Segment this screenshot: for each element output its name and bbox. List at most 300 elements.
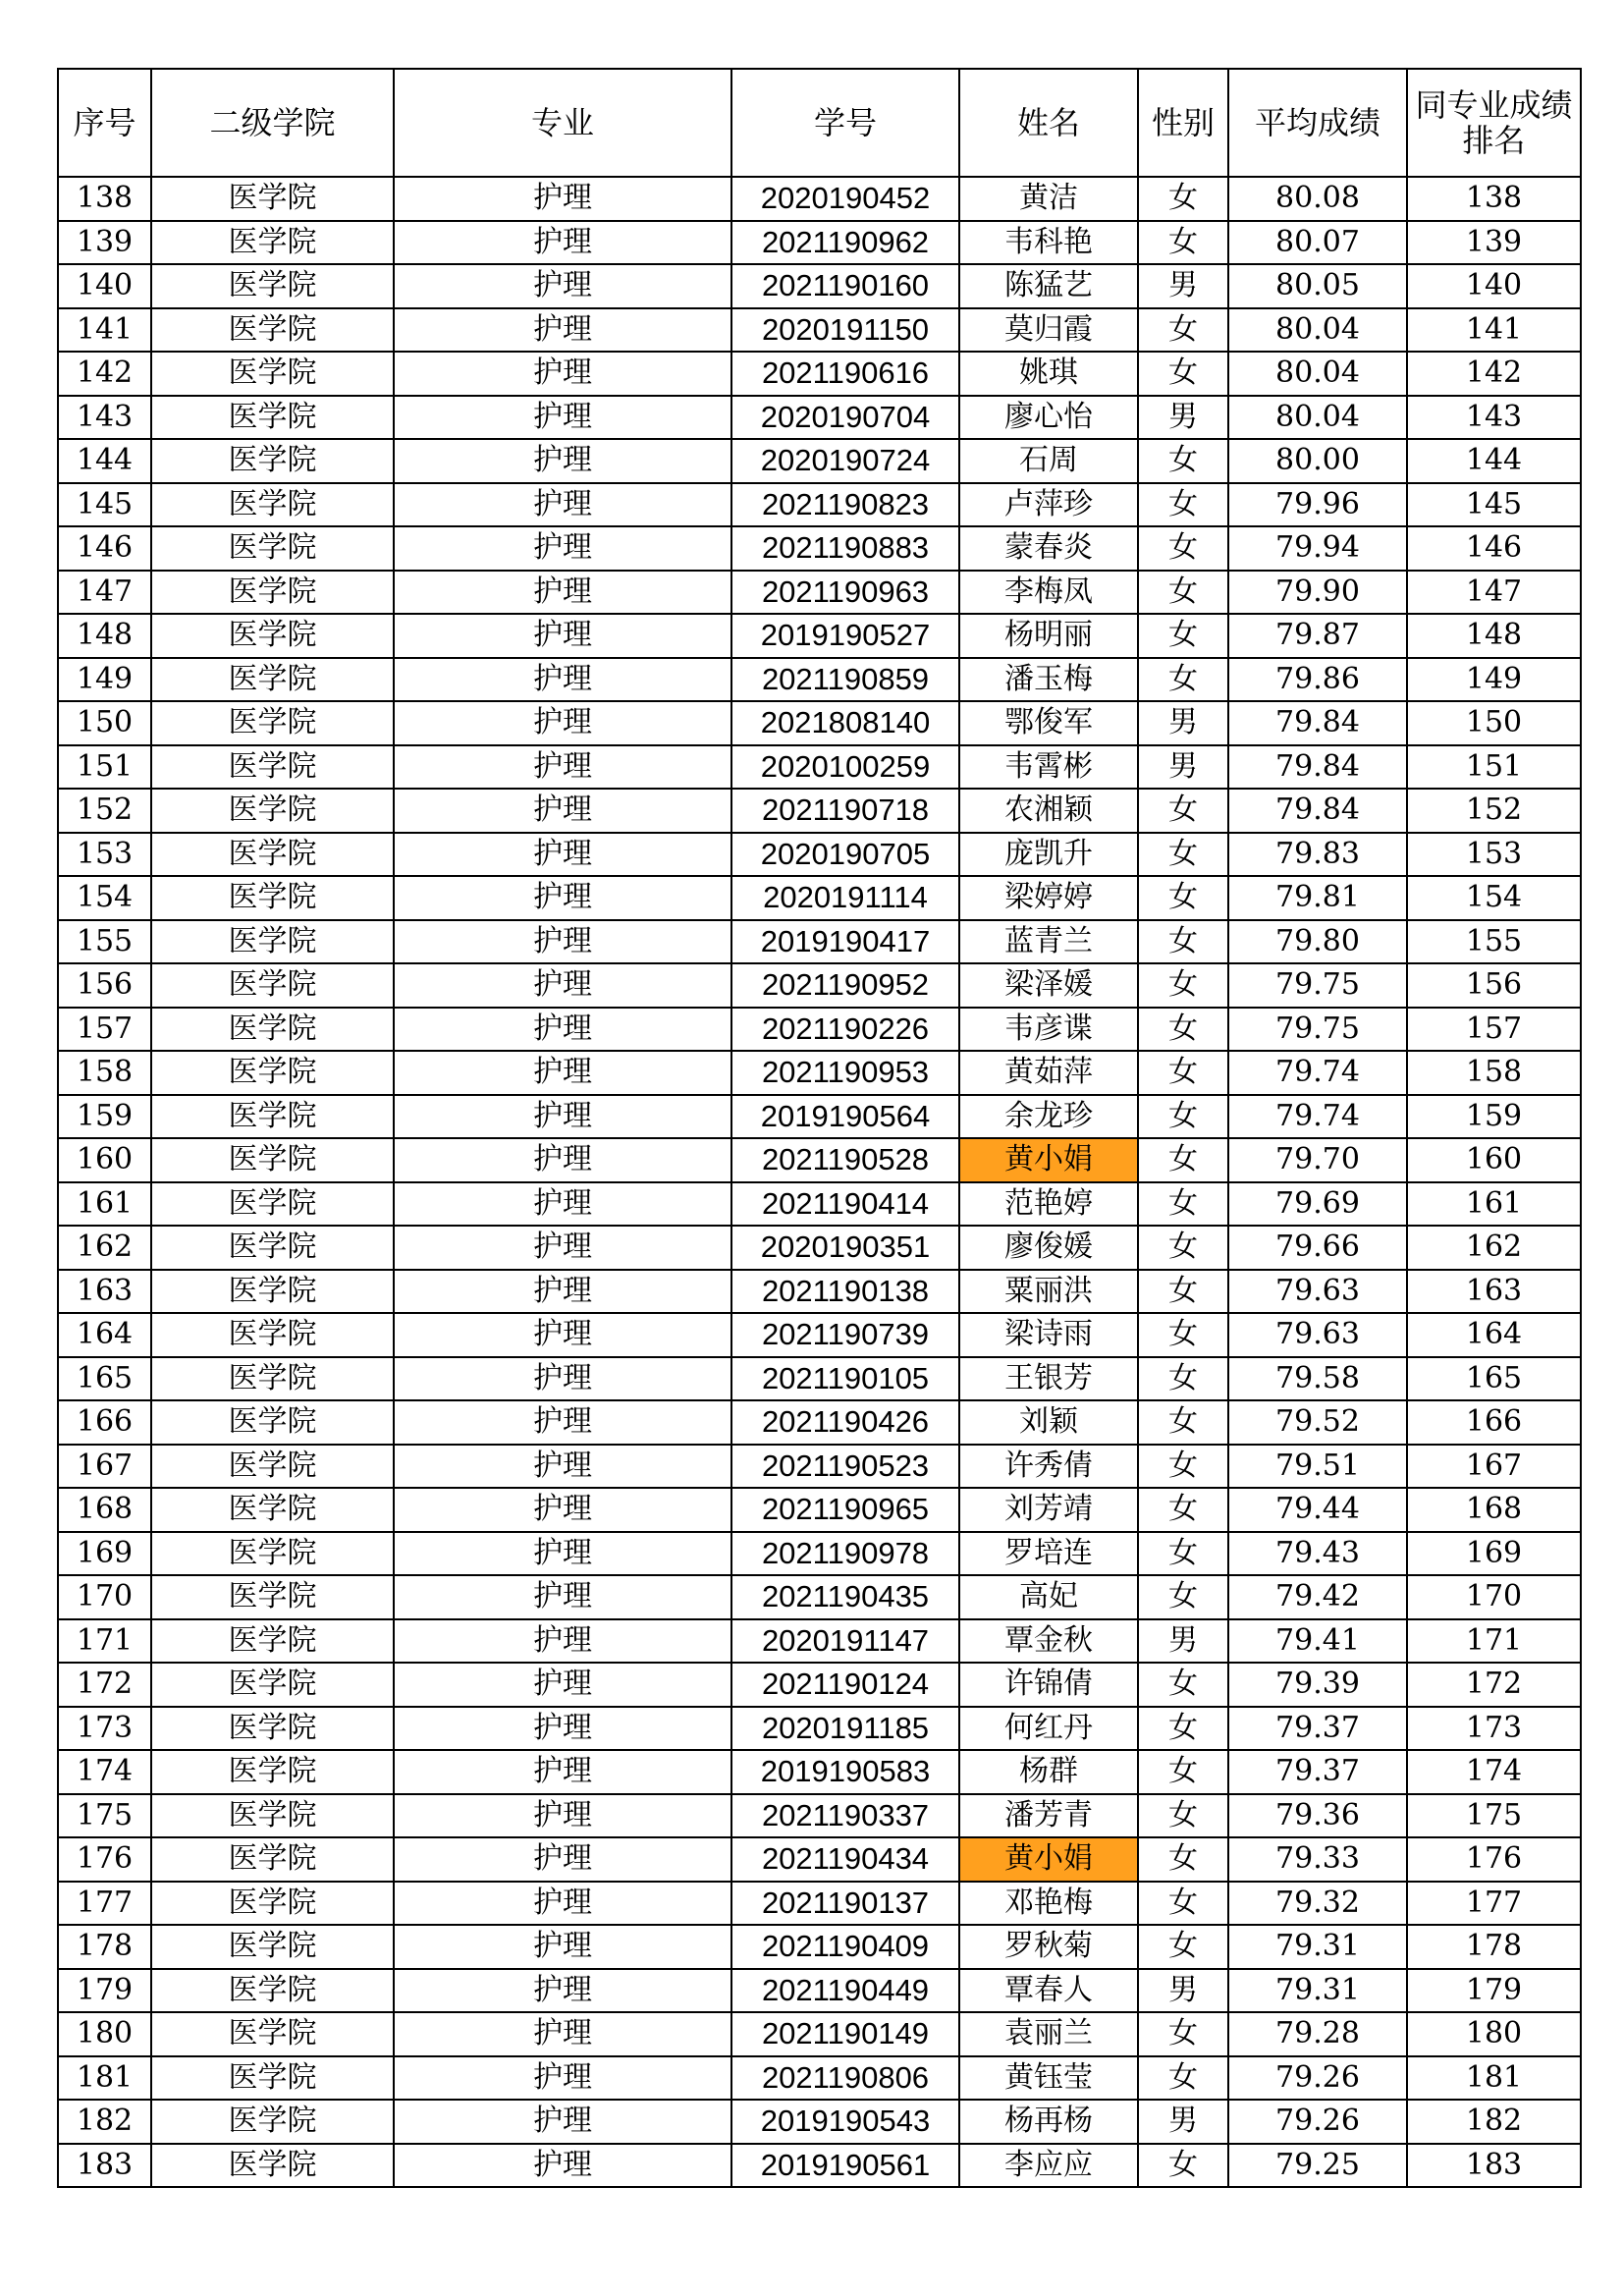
cell-gender: 女 — [1138, 1925, 1228, 1969]
cell-index: 171 — [58, 1619, 151, 1664]
cell-college: 医学院 — [151, 1575, 394, 1619]
cell-name: 杨明丽 — [959, 614, 1138, 658]
cell-student-id: 2021190138 — [731, 1270, 959, 1314]
cell-college: 医学院 — [151, 1182, 394, 1227]
cell-major-rank: 176 — [1407, 1837, 1581, 1882]
cell-major: 护理 — [394, 701, 731, 745]
cell-college: 医学院 — [151, 1357, 394, 1401]
cell-name: 潘玉梅 — [959, 658, 1138, 702]
cell-college: 医学院 — [151, 963, 394, 1008]
cell-student-id: 2020191150 — [731, 308, 959, 353]
cell-major-rank: 140 — [1407, 264, 1581, 308]
table-row — [58, 396, 1581, 440]
cell-average-score: 79.69 — [1228, 1182, 1407, 1227]
cell-name: 黄小娟 — [959, 1138, 1138, 1182]
cell-index: 143 — [58, 396, 151, 440]
cell-major-rank: 164 — [1407, 1313, 1581, 1357]
cell-major: 护理 — [394, 221, 731, 265]
cell-college: 医学院 — [151, 1794, 394, 1838]
cell-major: 护理 — [394, 1575, 731, 1619]
table-row — [58, 1750, 1581, 1794]
cell-major-rank: 170 — [1407, 1575, 1581, 1619]
cell-name: 梁泽媛 — [959, 963, 1138, 1008]
cell-name: 覃春人 — [959, 1969, 1138, 2013]
cell-college: 医学院 — [151, 396, 394, 440]
cell-student-id: 2021190523 — [731, 1445, 959, 1489]
cell-index: 147 — [58, 571, 151, 615]
cell-name: 李梅凤 — [959, 571, 1138, 615]
cell-name: 何红丹 — [959, 1707, 1138, 1751]
cell-major: 护理 — [394, 745, 731, 790]
cell-gender: 女 — [1138, 1882, 1228, 1926]
cell-name: 梁诗雨 — [959, 1313, 1138, 1357]
cell-student-id: 2021190426 — [731, 1400, 959, 1445]
cell-average-score: 79.42 — [1228, 1575, 1407, 1619]
cell-name: 刘颖 — [959, 1400, 1138, 1445]
cell-average-score: 79.94 — [1228, 526, 1407, 571]
cell-student-id: 2019190527 — [731, 614, 959, 658]
cell-major: 护理 — [394, 1837, 731, 1882]
cell-gender: 女 — [1138, 1313, 1228, 1357]
cell-major: 护理 — [394, 1138, 731, 1182]
cell-name: 覃金秋 — [959, 1619, 1138, 1664]
cell-major: 护理 — [394, 876, 731, 920]
cell-college: 医学院 — [151, 745, 394, 790]
cell-student-id: 2020191114 — [731, 876, 959, 920]
cell-gender: 女 — [1138, 439, 1228, 483]
cell-major-rank: 145 — [1407, 483, 1581, 527]
table-header — [58, 69, 1581, 177]
cell-average-score: 79.26 — [1228, 2100, 1407, 2144]
cell-gender: 女 — [1138, 1707, 1228, 1751]
cell-college: 医学院 — [151, 1750, 394, 1794]
cell-student-id: 2021190616 — [731, 352, 959, 396]
cell-index: 165 — [58, 1357, 151, 1401]
cell-index: 180 — [58, 2012, 151, 2056]
cell-major: 护理 — [394, 439, 731, 483]
cell-major-rank: 153 — [1407, 833, 1581, 877]
header-gender: 性别 — [1138, 69, 1228, 177]
cell-major: 护理 — [394, 658, 731, 702]
cell-gender: 女 — [1138, 920, 1228, 964]
cell-college: 医学院 — [151, 439, 394, 483]
cell-index: 148 — [58, 614, 151, 658]
cell-college: 医学院 — [151, 876, 394, 920]
cell-gender: 女 — [1138, 1357, 1228, 1401]
cell-student-id: 2021190435 — [731, 1575, 959, 1619]
cell-average-score: 79.52 — [1228, 1400, 1407, 1445]
cell-major: 护理 — [394, 1532, 731, 1576]
cell-major: 护理 — [394, 1488, 731, 1532]
cell-college: 医学院 — [151, 2144, 394, 2188]
cell-gender: 女 — [1138, 1663, 1228, 1707]
header-student-id: 学号 — [731, 69, 959, 177]
cell-name: 杨再杨 — [959, 2100, 1138, 2144]
cell-student-id: 2021190953 — [731, 1051, 959, 1095]
cell-average-score: 80.05 — [1228, 264, 1407, 308]
cell-gender: 女 — [1138, 963, 1228, 1008]
table-row — [58, 571, 1581, 615]
cell-student-id: 2020190351 — [731, 1226, 959, 1270]
cell-average-score: 79.84 — [1228, 745, 1407, 790]
cell-college: 医学院 — [151, 1270, 394, 1314]
cell-average-score: 79.41 — [1228, 1619, 1407, 1664]
cell-major-rank: 141 — [1407, 308, 1581, 353]
cell-index: 167 — [58, 1445, 151, 1489]
cell-average-score: 79.43 — [1228, 1532, 1407, 1576]
cell-average-score: 79.37 — [1228, 1750, 1407, 1794]
cell-major: 护理 — [394, 526, 731, 571]
cell-gender: 女 — [1138, 614, 1228, 658]
table-row — [58, 1400, 1581, 1445]
cell-college: 医学院 — [151, 1882, 394, 1926]
cell-average-score: 79.84 — [1228, 789, 1407, 833]
cell-average-score: 80.00 — [1228, 439, 1407, 483]
cell-gender: 男 — [1138, 1969, 1228, 2013]
cell-major-rank: 162 — [1407, 1226, 1581, 1270]
table-row — [58, 789, 1581, 833]
cell-average-score: 79.74 — [1228, 1051, 1407, 1095]
cell-student-id: 2021190149 — [731, 2012, 959, 2056]
cell-major: 护理 — [394, 2056, 731, 2101]
cell-student-id: 2020190705 — [731, 833, 959, 877]
cell-index: 157 — [58, 1008, 151, 1052]
cell-student-id: 2019190583 — [731, 1750, 959, 1794]
cell-average-score: 79.31 — [1228, 1969, 1407, 2013]
cell-name: 黄茹萍 — [959, 1051, 1138, 1095]
cell-major: 护理 — [394, 614, 731, 658]
cell-major-rank: 138 — [1407, 177, 1581, 221]
cell-major-rank: 165 — [1407, 1357, 1581, 1401]
cell-major: 护理 — [394, 789, 731, 833]
cell-average-score: 80.08 — [1228, 177, 1407, 221]
cell-index: 150 — [58, 701, 151, 745]
cell-name: 王银芳 — [959, 1357, 1138, 1401]
cell-major: 护理 — [394, 1882, 731, 1926]
cell-name: 姚琪 — [959, 352, 1138, 396]
cell-major: 护理 — [394, 963, 731, 1008]
cell-index: 149 — [58, 658, 151, 702]
cell-average-score: 79.58 — [1228, 1357, 1407, 1401]
cell-name: 庞凯升 — [959, 833, 1138, 877]
cell-major-rank: 152 — [1407, 789, 1581, 833]
cell-index: 158 — [58, 1051, 151, 1095]
table-row — [58, 1488, 1581, 1532]
cell-college: 医学院 — [151, 1969, 394, 2013]
cell-college: 医学院 — [151, 177, 394, 221]
cell-average-score: 79.44 — [1228, 1488, 1407, 1532]
cell-student-id: 2021190226 — [731, 1008, 959, 1052]
cell-name: 韦科艳 — [959, 221, 1138, 265]
table-row — [58, 876, 1581, 920]
cell-average-score: 79.90 — [1228, 571, 1407, 615]
cell-major: 护理 — [394, 308, 731, 353]
table-row — [58, 483, 1581, 527]
cell-name: 邓艳梅 — [959, 1882, 1138, 1926]
cell-major-rank: 159 — [1407, 1095, 1581, 1139]
cell-average-score: 79.81 — [1228, 876, 1407, 920]
cell-average-score: 79.83 — [1228, 833, 1407, 877]
cell-major-rank: 175 — [1407, 1794, 1581, 1838]
cell-gender: 女 — [1138, 526, 1228, 571]
cell-index: 175 — [58, 1794, 151, 1838]
cell-major-rank: 163 — [1407, 1270, 1581, 1314]
cell-gender: 女 — [1138, 177, 1228, 221]
cell-average-score: 79.63 — [1228, 1270, 1407, 1314]
table-body — [58, 177, 1581, 2187]
table-row — [58, 745, 1581, 790]
cell-major: 护理 — [394, 1357, 731, 1401]
cell-major: 护理 — [394, 1445, 731, 1489]
cell-gender: 男 — [1138, 264, 1228, 308]
cell-major-rank: 155 — [1407, 920, 1581, 964]
cell-major: 护理 — [394, 1619, 731, 1664]
cell-gender: 女 — [1138, 1750, 1228, 1794]
cell-major-rank: 161 — [1407, 1182, 1581, 1227]
cell-major-rank: 156 — [1407, 963, 1581, 1008]
cell-college: 医学院 — [151, 352, 394, 396]
table-row — [58, 920, 1581, 964]
header-college: 二级学院 — [151, 69, 394, 177]
cell-college: 医学院 — [151, 614, 394, 658]
header-average-score: 平均成绩 — [1228, 69, 1407, 177]
cell-student-id: 2020190704 — [731, 396, 959, 440]
cell-student-id: 2021190962 — [731, 221, 959, 265]
cell-major-rank: 180 — [1407, 2012, 1581, 2056]
table-row — [58, 1925, 1581, 1969]
cell-name: 刘芳靖 — [959, 1488, 1138, 1532]
cell-name: 黄钰莹 — [959, 2056, 1138, 2101]
cell-college: 医学院 — [151, 2056, 394, 2101]
cell-average-score: 79.25 — [1228, 2144, 1407, 2188]
cell-gender: 女 — [1138, 1270, 1228, 1314]
cell-average-score: 79.32 — [1228, 1882, 1407, 1926]
cell-college: 医学院 — [151, 1095, 394, 1139]
cell-major: 护理 — [394, 1182, 731, 1227]
cell-name: 袁丽兰 — [959, 2012, 1138, 2056]
cell-student-id: 2021190806 — [731, 2056, 959, 2101]
cell-gender: 女 — [1138, 1837, 1228, 1882]
cell-index: 151 — [58, 745, 151, 790]
cell-major: 护理 — [394, 571, 731, 615]
cell-student-id: 2021190160 — [731, 264, 959, 308]
cell-index: 145 — [58, 483, 151, 527]
cell-student-id: 2019190417 — [731, 920, 959, 964]
cell-student-id: 2020100259 — [731, 745, 959, 790]
cell-index: 146 — [58, 526, 151, 571]
cell-major: 护理 — [394, 177, 731, 221]
cell-major-rank: 181 — [1407, 2056, 1581, 2101]
cell-name: 韦彦谍 — [959, 1008, 1138, 1052]
table-row — [58, 2144, 1581, 2188]
cell-student-id: 2021190718 — [731, 789, 959, 833]
cell-major: 护理 — [394, 1750, 731, 1794]
cell-average-score: 80.04 — [1228, 308, 1407, 353]
cell-major-rank: 182 — [1407, 2100, 1581, 2144]
cell-major-rank: 147 — [1407, 571, 1581, 615]
cell-student-id: 2021190105 — [731, 1357, 959, 1401]
cell-name: 卢萍珍 — [959, 483, 1138, 527]
table-row — [58, 1575, 1581, 1619]
cell-student-id: 2021808140 — [731, 701, 959, 745]
cell-average-score: 79.31 — [1228, 1925, 1407, 1969]
cell-index: 182 — [58, 2100, 151, 2144]
cell-major-rank: 179 — [1407, 1969, 1581, 2013]
cell-average-score: 79.37 — [1228, 1707, 1407, 1751]
cell-name: 黄小娟 — [959, 1837, 1138, 1882]
cell-index: 164 — [58, 1313, 151, 1357]
cell-index: 173 — [58, 1707, 151, 1751]
cell-average-score: 79.80 — [1228, 920, 1407, 964]
cell-gender: 男 — [1138, 2100, 1228, 2144]
cell-index: 142 — [58, 352, 151, 396]
header-index: 序号 — [58, 69, 151, 177]
cell-major-rank: 172 — [1407, 1663, 1581, 1707]
cell-gender: 女 — [1138, 2056, 1228, 2101]
cell-gender: 女 — [1138, 1226, 1228, 1270]
cell-major-rank: 151 — [1407, 745, 1581, 790]
cell-gender: 女 — [1138, 483, 1228, 527]
cell-gender: 男 — [1138, 1619, 1228, 1664]
cell-college: 医学院 — [151, 221, 394, 265]
table-row — [58, 177, 1581, 221]
cell-major: 护理 — [394, 1095, 731, 1139]
cell-name: 罗培连 — [959, 1532, 1138, 1576]
cell-gender: 女 — [1138, 1095, 1228, 1139]
table-row — [58, 439, 1581, 483]
cell-index: 174 — [58, 1750, 151, 1794]
cell-college: 医学院 — [151, 2100, 394, 2144]
table-row — [58, 221, 1581, 265]
cell-college: 医学院 — [151, 1313, 394, 1357]
cell-college: 医学院 — [151, 483, 394, 527]
cell-name: 潘芳青 — [959, 1794, 1138, 1838]
cell-student-id: 2020190452 — [731, 177, 959, 221]
cell-major: 护理 — [394, 396, 731, 440]
cell-gender: 女 — [1138, 221, 1228, 265]
cell-name: 韦霄彬 — [959, 745, 1138, 790]
cell-major: 护理 — [394, 1313, 731, 1357]
table-row — [58, 264, 1581, 308]
cell-college: 医学院 — [151, 1837, 394, 1882]
cell-student-id: 2019190543 — [731, 2100, 959, 2144]
cell-name: 范艳婷 — [959, 1182, 1138, 1227]
cell-name: 蓝青兰 — [959, 920, 1138, 964]
cell-index: 140 — [58, 264, 151, 308]
cell-major-rank: 167 — [1407, 1445, 1581, 1489]
cell-student-id: 2021190978 — [731, 1532, 959, 1576]
cell-name: 梁婷婷 — [959, 876, 1138, 920]
cell-index: 152 — [58, 789, 151, 833]
cell-major: 护理 — [394, 1270, 731, 1314]
cell-college: 医学院 — [151, 1051, 394, 1095]
table-row — [58, 1969, 1581, 2013]
cell-major: 护理 — [394, 1400, 731, 1445]
cell-major-rank: 149 — [1407, 658, 1581, 702]
cell-major-rank: 154 — [1407, 876, 1581, 920]
cell-student-id: 2021190137 — [731, 1882, 959, 1926]
cell-gender: 女 — [1138, 1138, 1228, 1182]
cell-average-score: 79.86 — [1228, 658, 1407, 702]
cell-average-score: 79.28 — [1228, 2012, 1407, 2056]
cell-average-score: 79.33 — [1228, 1837, 1407, 1882]
cell-major-rank: 171 — [1407, 1619, 1581, 1664]
table-row — [58, 658, 1581, 702]
cell-gender: 女 — [1138, 833, 1228, 877]
cell-gender: 女 — [1138, 658, 1228, 702]
cell-name: 廖俊媛 — [959, 1226, 1138, 1270]
cell-index: 168 — [58, 1488, 151, 1532]
cell-average-score: 79.87 — [1228, 614, 1407, 658]
cell-student-id: 2020191185 — [731, 1707, 959, 1751]
cell-college: 医学院 — [151, 701, 394, 745]
cell-index: 178 — [58, 1925, 151, 1969]
header-row — [58, 69, 1581, 177]
table-row — [58, 2100, 1581, 2144]
cell-major-rank: 168 — [1407, 1488, 1581, 1532]
cell-student-id: 2021190409 — [731, 1925, 959, 1969]
table-row — [58, 1619, 1581, 1664]
cell-college: 医学院 — [151, 1619, 394, 1664]
cell-average-score: 79.70 — [1228, 1138, 1407, 1182]
cell-student-id: 2021190859 — [731, 658, 959, 702]
cell-gender: 女 — [1138, 1575, 1228, 1619]
table-row — [58, 1008, 1581, 1052]
cell-name: 陈猛艺 — [959, 264, 1138, 308]
table-row — [58, 352, 1581, 396]
cell-name: 高妃 — [959, 1575, 1138, 1619]
cell-major-rank: 157 — [1407, 1008, 1581, 1052]
cell-name: 许锦倩 — [959, 1663, 1138, 1707]
cell-name: 黄洁 — [959, 177, 1138, 221]
table-row — [58, 308, 1581, 353]
cell-college: 医学院 — [151, 1532, 394, 1576]
cell-index: 160 — [58, 1138, 151, 1182]
header-name: 姓名 — [959, 69, 1138, 177]
table-row — [58, 1794, 1581, 1838]
cell-college: 医学院 — [151, 1925, 394, 1969]
cell-average-score: 79.75 — [1228, 963, 1407, 1008]
cell-major-rank: 177 — [1407, 1882, 1581, 1926]
cell-student-id: 2021190883 — [731, 526, 959, 571]
table-row — [58, 2012, 1581, 2056]
cell-student-id: 2021190528 — [731, 1138, 959, 1182]
cell-name: 杨群 — [959, 1750, 1138, 1794]
cell-index: 162 — [58, 1226, 151, 1270]
cell-average-score: 80.04 — [1228, 352, 1407, 396]
cell-gender: 女 — [1138, 571, 1228, 615]
header-major: 专业 — [394, 69, 731, 177]
cell-index: 154 — [58, 876, 151, 920]
cell-name: 石周 — [959, 439, 1138, 483]
cell-index: 179 — [58, 1969, 151, 2013]
cell-average-score: 79.96 — [1228, 483, 1407, 527]
cell-gender: 女 — [1138, 2144, 1228, 2188]
cell-average-score: 80.04 — [1228, 396, 1407, 440]
cell-major: 护理 — [394, 2012, 731, 2056]
cell-name: 农湘颖 — [959, 789, 1138, 833]
cell-name: 粟丽洪 — [959, 1270, 1138, 1314]
cell-college: 医学院 — [151, 789, 394, 833]
cell-major: 护理 — [394, 1008, 731, 1052]
cell-gender: 女 — [1138, 2012, 1228, 2056]
cell-student-id: 2019190564 — [731, 1095, 959, 1139]
cell-index: 139 — [58, 221, 151, 265]
table-row — [58, 1270, 1581, 1314]
cell-major: 护理 — [394, 264, 731, 308]
cell-average-score: 79.74 — [1228, 1095, 1407, 1139]
cell-college: 医学院 — [151, 920, 394, 964]
